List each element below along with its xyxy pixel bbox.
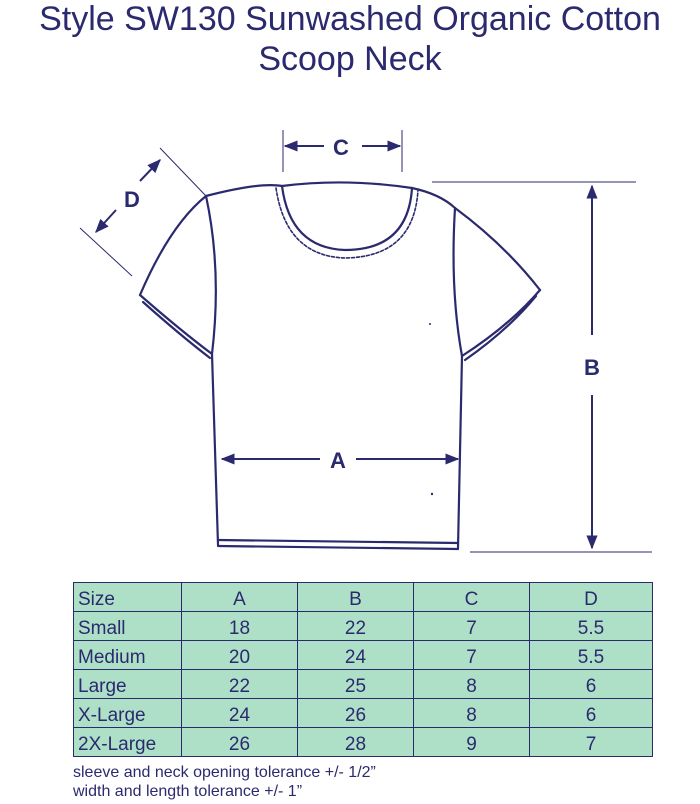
value-b: 22 <box>298 612 414 641</box>
table-row <box>74 641 653 670</box>
value-d: 6 <box>530 670 653 699</box>
value-c: 7 <box>414 641 530 670</box>
value-b: 25 <box>298 670 414 699</box>
tshirt-outline <box>140 182 540 549</box>
value-a: 20 <box>182 641 298 670</box>
table-row <box>74 699 653 728</box>
table-header-row <box>74 583 653 612</box>
value-a: 24 <box>182 699 298 728</box>
value-d: 5.5 <box>530 612 653 641</box>
value-b: 28 <box>298 728 414 757</box>
value-a: 22 <box>182 670 298 699</box>
label-b: B <box>584 355 600 380</box>
size-name: Small <box>74 612 182 641</box>
title-line-1: Style SW130 Sunwashed Organic Cotton <box>39 0 661 38</box>
size-table <box>73 582 653 757</box>
header-d: D <box>530 583 653 612</box>
value-b: 24 <box>298 641 414 670</box>
value-c: 8 <box>414 699 530 728</box>
value-c: 7 <box>414 612 530 641</box>
dimension-b <box>432 182 652 552</box>
size-name: X-Large <box>74 699 182 728</box>
value-a: 18 <box>182 612 298 641</box>
size-name: Medium <box>74 641 182 670</box>
value-a: 26 <box>182 728 298 757</box>
header-size: Size <box>74 583 182 612</box>
value-b: 26 <box>298 699 414 728</box>
label-c: C <box>333 135 349 160</box>
title-line-2: Scoop Neck <box>258 40 442 78</box>
table-row <box>74 670 653 699</box>
header-a: A <box>182 583 298 612</box>
header-c: C <box>414 583 530 612</box>
label-a: A <box>330 448 346 473</box>
tolerance-note-width-length: width and length tolerance +/- 1” <box>73 783 303 800</box>
label-d: D <box>124 187 140 212</box>
header-b: B <box>298 583 414 612</box>
value-d: 7 <box>530 728 653 757</box>
size-name: Large <box>74 670 182 699</box>
value-c: 9 <box>414 728 530 757</box>
tolerance-note-sleeve-neck: sleeve and neck opening tolerance +/- 1/2” <box>73 764 376 781</box>
value-c: 8 <box>414 670 530 699</box>
dimension-d <box>80 148 206 276</box>
value-d: 6 <box>530 699 653 728</box>
table-row <box>74 612 653 641</box>
value-d: 5.5 <box>530 641 653 670</box>
table-row <box>74 728 653 757</box>
size-name: 2X-Large <box>74 728 182 757</box>
